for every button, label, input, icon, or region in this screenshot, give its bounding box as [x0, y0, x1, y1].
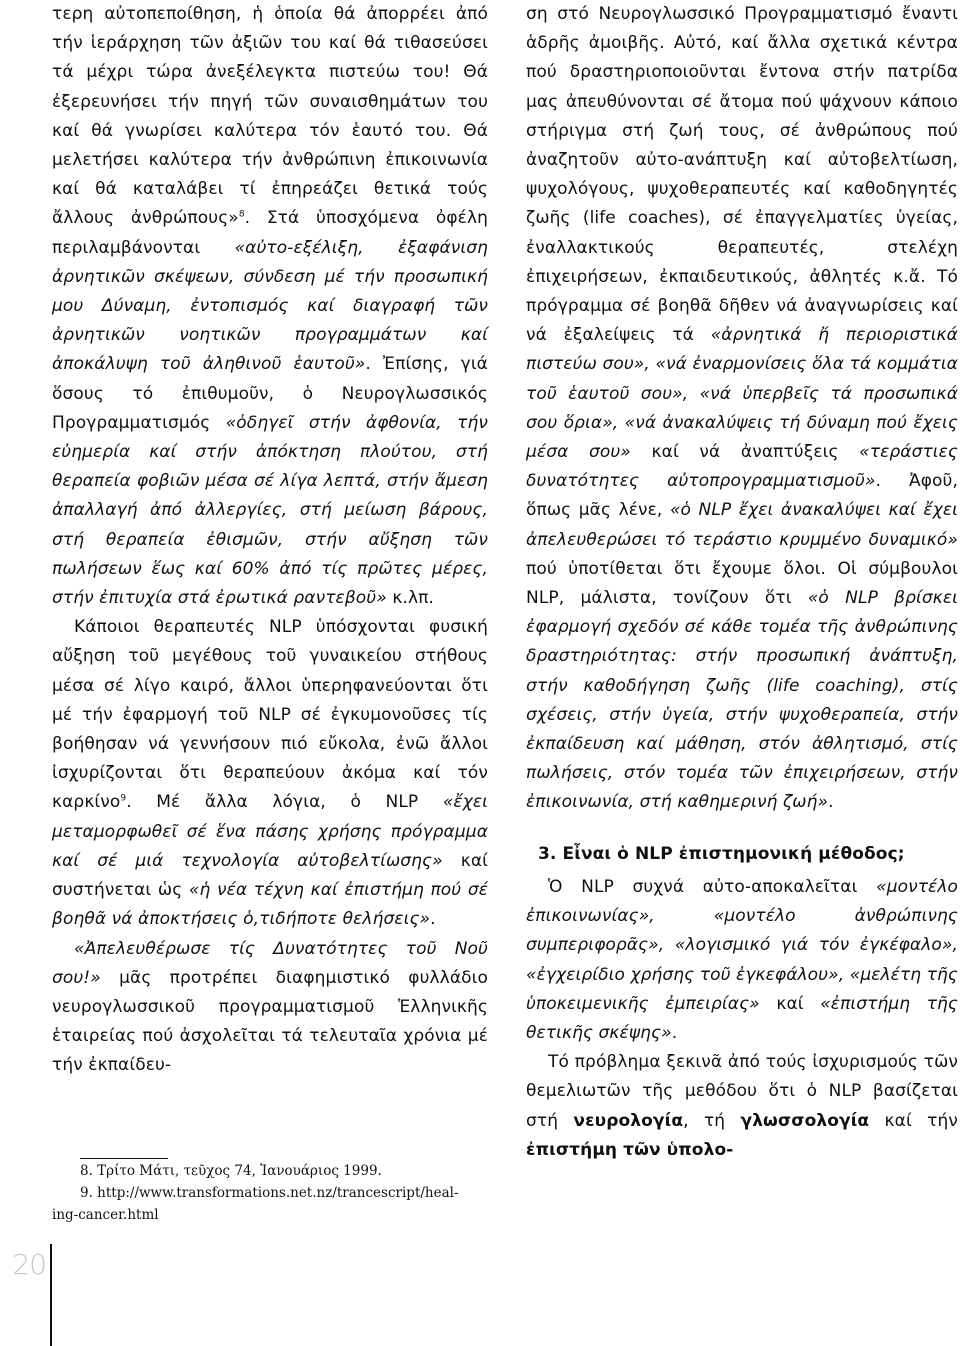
text-run: Τό πρόβλημα ξεκινᾶ ἀπό τούς ἰσχυρισμούς τῶν θεμελιωτῶν τῆς μεθόδου ὅτι ὁ NLP βασίζεται στή	[526, 1052, 958, 1131]
quote-run: «ἐπιστήμη τῆς θετικῆς σκέψης»	[526, 993, 958, 1043]
paragraph-right-2	[526, 873, 958, 1048]
text-run: .	[430, 909, 436, 930]
text-run: μᾶς προτρέπει διαφημιστικό φυλλάδιο νευρογλωσσικοῦ προγραμματισμοῦ Ἑλληνικῆς ἑταιρείας πού ἀσχολεῖται τά τελευταῖα χρόνια μέ τήν ἐκπαίδευ-	[52, 967, 488, 1076]
footnote-8: 8. Τρίτο Μάτι, τεῦχος 74, Ἰανουάριος 1999.	[80, 1163, 382, 1179]
text-run: Ὁ NLP συχνά αὐτο-αποκαλεῖται	[548, 876, 877, 897]
footnote-9[interactable]: 9. http://www.transformations.net.nz/trancescript/heal-	[80, 1185, 459, 1201]
bold-term: ἐπιστήμη τῶν ὑπολο-	[526, 1139, 734, 1160]
text-run: καί	[759, 993, 821, 1014]
section-heading: 3. Εἶναι ὁ NLP ἐπιστημονική μέθοδος;	[538, 843, 905, 864]
text-run: , τή	[683, 1110, 741, 1131]
footnotes	[52, 1160, 488, 1226]
quote-run: «ἡ νέα τέχνη καί ἐπιστήμη πού σέ βοηθᾶ νά ἀποκτήσεις ὁ,τιδήποτε θελήσεις»	[52, 880, 489, 930]
quote-run: «ὁ NLP ἔχει ἀνακαλύψει καί ἔχει ἀπελευθερώσει τό τεράστιο κρυμμένο δυναμικό»	[526, 500, 958, 550]
bold-term: νευρολογία	[573, 1110, 684, 1131]
page-number: 20	[12, 1248, 46, 1281]
text-run: κ.λπ.	[386, 588, 434, 609]
text-run: καί νά ἀναπτύξεις	[630, 442, 860, 463]
quote-run: «μοντέλο ἐπικοινωνίας», «μοντέλο ἀνθρώπινης συμπεριφορᾶς», «λογισμικό γιά τόν ἐγκέφαλο», «ἐγχειρίδιο χρήσης τοῦ ἐγκεφάλου», «μελέτη τῆς ὑποκειμενικῆς ἐμπειρίας»	[526, 876, 958, 1014]
quote-run: «ἀρνητικά ἤ περιοριστικά πιστεύω σου», «νά ἐναρμονίσεις ὅλα τά κομμάτια τοῦ ἑαυτοῦ σου», «νά ὑπερβεῖς τά προσωπικά σου ὅρια», «νά ἀνακαλύψεις τή δύναμη πού ἔχεις μέσα σου»	[526, 325, 958, 463]
text-run: . Ἐπίσης, γιά ὅσους τό ἐπιθυμοῦν, ὁ Νευρογλωσσικός Προγραμματισμός	[52, 354, 488, 433]
footnote-ref-9[interactable]: 9	[120, 793, 127, 804]
paragraph-left-3	[52, 935, 488, 1081]
page-number-bar	[50, 1244, 52, 1346]
text-run: καί συστήνεται ὡς	[52, 850, 488, 901]
text-run: .	[828, 792, 834, 813]
quote-run: «ἔχει μεταμορφωθεῖ σέ ἕνα πάσης χρήσης πρόγραμμα καί σέ μιά τεχνολογία αὐτοβελτίωσης»	[52, 792, 488, 871]
left-column	[52, 0, 488, 1081]
text-run: . Στά ὑποσχόμενα ὀφέλη περιλαμβάνονται	[52, 208, 488, 258]
paragraph-right-3	[526, 1048, 958, 1165]
quote-run: «αὐτο-εξέλιξη, ἐξαφάνιση ἀρνητικῶν σκέψεων, σύνδεση μέ τήν προσωπική μου Δύναμη, ἐντοπισμός καί διαγραφή τῶν ἀρνητικῶν νοητικῶν προγραμμάτων καί ἀποκάλυψη τοῦ ἀληθινοῦ ἑαυτοῦ»	[52, 237, 488, 375]
paragraph-right-1	[526, 0, 958, 818]
paragraph-left-2	[52, 613, 488, 934]
footnote-divider	[80, 1158, 168, 1159]
text-run: . Ἀφοῦ, ὅπως μᾶς λένε,	[526, 471, 958, 521]
quote-run: «ὁ NLP βρίσκει ἐφαρμογή σχεδόν σέ κάθε τομέα τῆς ἀνθρώπινης δραστηριότητας: στήν προσωπική ἀνάπτυξη, στήν καθοδήγηση ζωῆς (life coaching), στίς σχέσεις, στήν ὑγεία, στήν ψυχοθεραπεία, στήν ἐκπαίδευση καί μάθηση, στόν ἀθλητισμό, στίς πωλήσεις, στόν τομέα τῶν ἐπιχειρήσεων, στήν ἐπικοινωνία, στή καθημερινή ζωή»	[526, 588, 958, 813]
paragraph-left-1	[52, 0, 488, 613]
text-run: καί τήν	[869, 1110, 958, 1131]
quote-run: «Ἀπελευθέρωσε τίς Δυνατότητες τοῦ Νοῦ σου!»	[52, 938, 488, 988]
text-run: Κάποιοι θεραπευτές NLP ὑπόσχονται φυσική αὔξηση τοῦ μεγέθους τοῦ γυναικείου στήθους μέσα σέ λίγο καιρό, ἄλλοι ὑπερηφανεύονται ὅτι μέ τήν ἐφαρμογή τοῦ NLP σέ ἐγκυμονοῦσες τίς βοήθησαν νά γεννήσουν πιό εὔκολα, ἐνῶ ἄλλοι ἰσχυρίζονται ὅτι θεραπεύουν ἀκόμα καί τόν καρκίνο	[52, 617, 488, 813]
bold-term: γλωσσολογία	[740, 1110, 870, 1131]
footnote-9-continuation[interactable]: ing-cancer.html	[52, 1207, 159, 1223]
text-run: .	[671, 1022, 678, 1043]
text-run: πού ὑποτίθεται ὅτι ἔχουμε ὅλοι. Οἱ σύμβουλοι NLP, μάλιστα, τονίζουν ὅτι	[526, 558, 958, 609]
quote-run: «ὁδηγεῖ στήν ἀφθονία, τήν εὐημερία καί στήν ἀπόκτηση πλούτου, στή θεραπεία φοβιῶν μέσα σέ λίγα λεπτά, στήν ἄμεση ἀπαλλαγή ἀπό ἀλλεργίες, στή μείωση βάρους, στή θεραπεία ἐθισμῶν, στήν αὔξηση τῶν πωλήσεων ἕως καί 60% ἀπό τίς πρῶτες μέρες, στήν ἐπιτυχία στά ἐρωτικά ραντεβοῦ»	[52, 412, 488, 609]
footnote-ref-8[interactable]: 8	[238, 209, 245, 220]
quote-run: «τεράστιες δυνατότητες αὐτοπρογραμματισμοῦ»	[526, 442, 958, 492]
right-column	[526, 0, 958, 1165]
text-run: . Μέ ἄλλα λόγια, ὁ NLP	[126, 792, 443, 813]
text-run: τερη αὐτοπεποίθηση, ἡ ὁποία θά ἀπορρέει ἀπό τήν ἱεράρχηση τῶν ἀξιῶν του καί θά τιθασεύσει τά μέχρι τώρα ἀνεξέλεγκτα πιστεύω του! Θά ἐξερευνήσει τήν πηγή τῶν συναισθημάτων του καί θά γνωρίσει καλύτερα τόν ἑαυτό του. Θά μελετήσει καλύτερα τήν ἀνθρώπινη ἐπικοινωνία καί θά καταλάβει τί ἐπηρεάζει θετικά τούς ἄλλους ἀνθρώπους»	[52, 4, 488, 229]
text-run: ση στό Νευρογλωσσικό Προγραμματισμό ἔναντι ἁδρῆς ἀμοιβῆς. Αὐτό, καί ἄλλα σχετικά κέντρα πού δραστηριοποιοῦνται ἔντονα στήν πατρίδα μας ἀπευθύνονται σέ ἄτομα πού ψάχνουν κάποιο στήριγμα στή ζωή τους, σέ ἀνθρώπους πού ἀναζητοῦν αὐτο-ανάπτυξη καί αὐτοβελτίωση, ψυχολόγους, ψυχοθεραπευτές καί καθοδηγητές ζωῆς (life coaches), σέ ἐπαγγελματίες ὑγείας, ἐναλλακτικούς θεραπευτές, στελέχη ἐπιχειρήσεων, ἐκπαιδευτικούς, ἀθλητές κ.ἄ. Τό πρόγραμμα σέ βοηθᾶ δῆθεν νά ἀναγνωρίσεις καί νά ἐξαλείψεις τά	[526, 4, 958, 346]
